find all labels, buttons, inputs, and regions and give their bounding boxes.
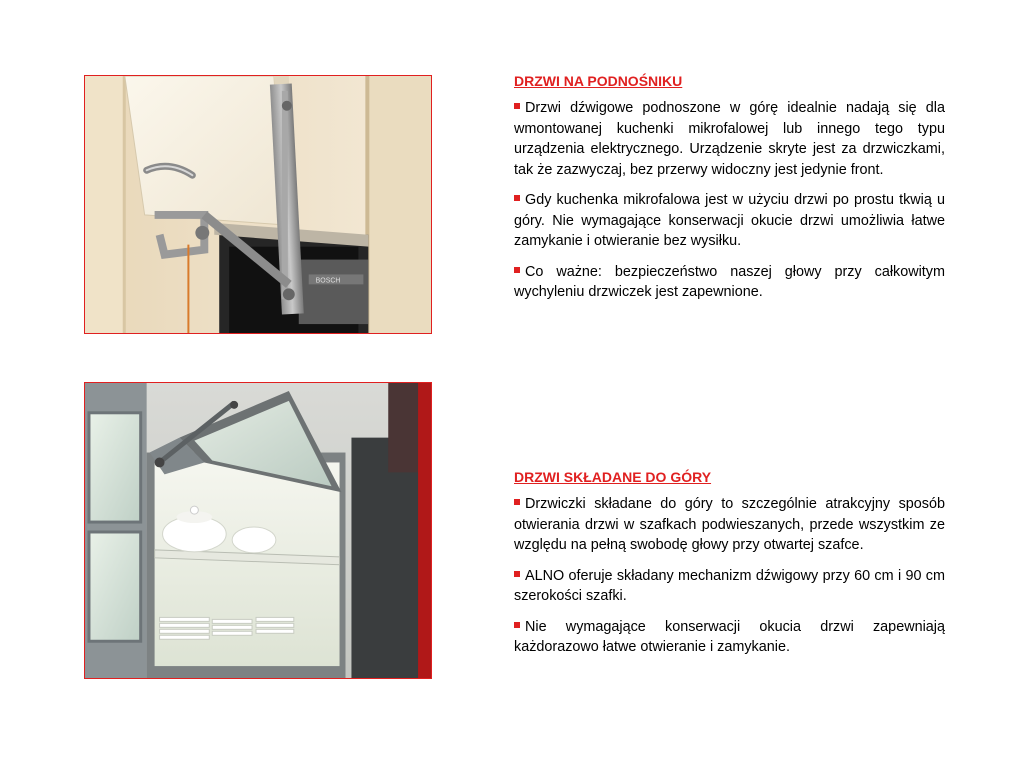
lift-door-paragraph-1-text: Drzwi dźwigowe podnoszone w górę idealnie nadają się dla wmontowanej kuchenki mikrofalowej lub innego tego typu urządzenia elektrycznego. Urządzenie skryte jest za drzwiczkami, tak że zazwyczaj, bez przerwy widoczny jest jedynie front. bbox=[514, 100, 945, 178]
folding-door-illustration bbox=[85, 383, 431, 678]
lift-door-paragraph-3-text: Co ważne: bezpieczeństwo naszej głowy przy całkowitym wychyleniu drzwiczek jest zapewnione. bbox=[514, 263, 945, 300]
lift-door-heading: DRZWI NA PODNOŚNIKU bbox=[514, 73, 683, 89]
bosch-logo: BOSCH bbox=[315, 277, 341, 285]
bullet-square-icon bbox=[514, 103, 520, 109]
lift-door-photo bbox=[84, 75, 432, 334]
bullet-square-icon bbox=[514, 622, 520, 628]
folding-door-paragraph-1-text: Drzwiczki składane do góry to szczególnie atrakcyjny sposób otwierania drzwi w szafkach podwieszanych, przede wszystkim ze względu na pełną swobodę głowy przy otwartej szafce. bbox=[514, 496, 945, 553]
lift-door-paragraph-2 bbox=[514, 190, 945, 252]
bullet-square-icon bbox=[514, 267, 520, 273]
folding-door-paragraph-2-text: ALNO oferuje składany mechanizm dźwigowy przy 60 cm i 90 cm szerokości szafki. bbox=[514, 567, 945, 604]
lift-door-paragraph-2-text: Gdy kuchenka mikrofalowa jest w użyciu drzwi po prostu tkwią u góry. Nie wymagające konserwacji okucie drzwi umożliwia łatwe zamykanie i otwieranie bez wysiłku. bbox=[514, 192, 945, 249]
bullet-square-icon bbox=[514, 571, 520, 577]
folding-door-section bbox=[514, 469, 945, 668]
lift-door-paragraph-3 bbox=[514, 262, 945, 303]
lift-door-section bbox=[514, 73, 945, 313]
folding-door-paragraph-2 bbox=[514, 566, 945, 607]
folding-door-paragraph-1 bbox=[514, 494, 945, 556]
folding-door-paragraph-3-text: Nie wymagające konserwacji okucia drzwi zapewniają każdorazowo łatwe otwieranie i zamykanie. bbox=[514, 618, 945, 655]
lift-door-illustration bbox=[85, 76, 431, 333]
folding-door-photo bbox=[84, 382, 432, 679]
bullet-square-icon bbox=[514, 499, 520, 505]
folding-door-paragraph-3 bbox=[514, 617, 945, 658]
lift-door-paragraph-1 bbox=[514, 98, 945, 180]
folding-door-heading: DRZWI SKŁADANE DO GÓRY bbox=[514, 469, 712, 485]
bullet-square-icon bbox=[514, 195, 520, 201]
